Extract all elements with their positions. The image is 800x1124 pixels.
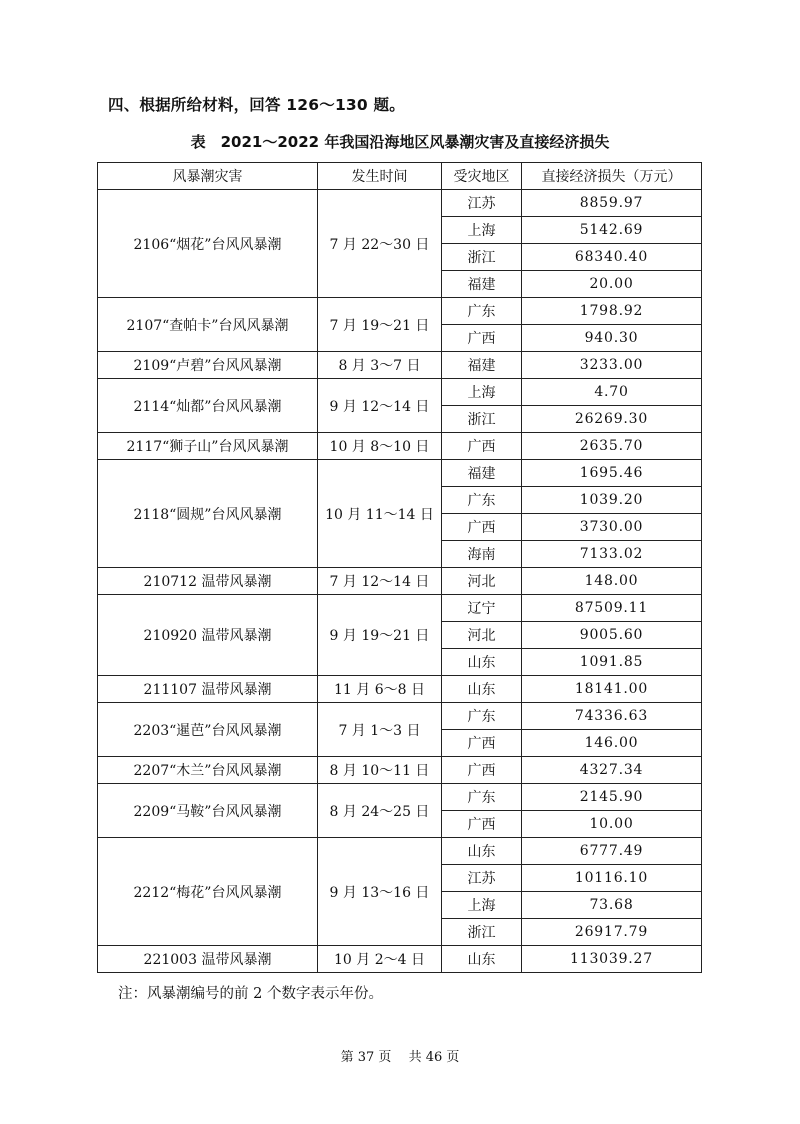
- occurrence-time-cell: 8 月 3～7 日: [318, 352, 442, 379]
- affected-region-cell: 广西: [442, 514, 522, 541]
- affected-region-cell: 山东: [442, 676, 522, 703]
- occurrence-time-cell: 10 月 11～14 日: [318, 460, 442, 568]
- table-row: [98, 757, 702, 784]
- header-disaster: 风暴潮灾害: [98, 163, 318, 190]
- disaster-name-cell: 2114“灿都”台风风暴潮: [98, 379, 318, 433]
- economic-loss-cell: 73.68: [522, 892, 702, 919]
- economic-loss-cell: 18141.00: [522, 676, 702, 703]
- affected-region-cell: 浙江: [442, 244, 522, 271]
- economic-loss-cell: 7133.02: [522, 541, 702, 568]
- affected-region-cell: 广西: [442, 757, 522, 784]
- table-title: 表 2021～2022 年我国沿海地区风暴潮灾害及直接经济损失: [190, 133, 610, 151]
- table-row: [98, 298, 702, 325]
- economic-loss-cell: 1798.92: [522, 298, 702, 325]
- table-note: 注：风暴潮编号的前 2 个数字表示年份。: [118, 986, 383, 1002]
- affected-region-cell: 广东: [442, 298, 522, 325]
- affected-region-cell: 江苏: [442, 865, 522, 892]
- affected-region-cell: 福建: [442, 460, 522, 487]
- occurrence-time-cell: 7 月 22～30 日: [318, 190, 442, 298]
- economic-loss-cell: 148.00: [522, 568, 702, 595]
- affected-region-cell: 浙江: [442, 919, 522, 946]
- disaster-name-cell: 210712 温带风暴潮: [98, 568, 318, 595]
- affected-region-cell: 广东: [442, 703, 522, 730]
- affected-region-cell: 广东: [442, 784, 522, 811]
- table-header-row: [98, 163, 702, 190]
- economic-loss-cell: 87509.11: [522, 595, 702, 622]
- economic-loss-cell: 26917.79: [522, 919, 702, 946]
- affected-region-cell: 海南: [442, 541, 522, 568]
- table-row: [98, 946, 702, 973]
- economic-loss-cell: 4.70: [522, 379, 702, 406]
- table-row: [98, 379, 702, 406]
- section-title: 四、根据所给材料，回答 126～130 题。: [108, 96, 405, 114]
- occurrence-time-cell: 7 月 1～3 日: [318, 703, 442, 757]
- affected-region-cell: 福建: [442, 352, 522, 379]
- occurrence-time-cell: 9 月 12～14 日: [318, 379, 442, 433]
- disaster-name-cell: 2109“卢碧”台风风暴潮: [98, 352, 318, 379]
- table-row: [98, 568, 702, 595]
- table-body: [98, 190, 702, 973]
- economic-loss-cell: 113039.27: [522, 946, 702, 973]
- economic-loss-cell: 10.00: [522, 811, 702, 838]
- economic-loss-cell: 2635.70: [522, 433, 702, 460]
- affected-region-cell: 山东: [442, 649, 522, 676]
- affected-region-cell: 福建: [442, 271, 522, 298]
- disaster-name-cell: 2106“烟花”台风风暴潮: [98, 190, 318, 298]
- affected-region-cell: 河北: [442, 568, 522, 595]
- table-row: [98, 433, 702, 460]
- affected-region-cell: 广西: [442, 730, 522, 757]
- affected-region-cell: 山东: [442, 946, 522, 973]
- table-row: [98, 703, 702, 730]
- economic-loss-cell: 68340.40: [522, 244, 702, 271]
- storm-surge-table: [97, 162, 702, 973]
- economic-loss-cell: 9005.60: [522, 622, 702, 649]
- economic-loss-cell: 146.00: [522, 730, 702, 757]
- table-row: [98, 352, 702, 379]
- disaster-name-cell: 2209“马鞍”台风风暴潮: [98, 784, 318, 838]
- disaster-name-cell: 211107 温带风暴潮: [98, 676, 318, 703]
- disaster-name-cell: 2117“狮子山”台风风暴潮: [98, 433, 318, 460]
- header-loss: 直接经济损失（万元）: [522, 163, 702, 190]
- economic-loss-cell: 10116.10: [522, 865, 702, 892]
- occurrence-time-cell: 8 月 24～25 日: [318, 784, 442, 838]
- disaster-name-cell: 2203“暹芭”台风风暴潮: [98, 703, 318, 757]
- disaster-name-cell: 2107“查帕卡”台风风暴潮: [98, 298, 318, 352]
- affected-region-cell: 浙江: [442, 406, 522, 433]
- occurrence-time-cell: 7 月 12～14 日: [318, 568, 442, 595]
- economic-loss-cell: 1091.85: [522, 649, 702, 676]
- table-row: [98, 460, 702, 487]
- disaster-name-cell: 2207“木兰”台风风暴潮: [98, 757, 318, 784]
- affected-region-cell: 广西: [442, 325, 522, 352]
- table-row: [98, 784, 702, 811]
- economic-loss-cell: 3730.00: [522, 514, 702, 541]
- economic-loss-cell: 26269.30: [522, 406, 702, 433]
- disaster-name-cell: 221003 温带风暴潮: [98, 946, 318, 973]
- occurrence-time-cell: 9 月 19～21 日: [318, 595, 442, 676]
- economic-loss-cell: 3233.00: [522, 352, 702, 379]
- economic-loss-cell: 8859.97: [522, 190, 702, 217]
- disaster-name-cell: 2212“梅花”台风风暴潮: [98, 838, 318, 946]
- occurrence-time-cell: 10 月 2～4 日: [318, 946, 442, 973]
- affected-region-cell: 江苏: [442, 190, 522, 217]
- economic-loss-cell: 1695.46: [522, 460, 702, 487]
- affected-region-cell: 上海: [442, 892, 522, 919]
- affected-region-cell: 辽宁: [442, 595, 522, 622]
- affected-region-cell: 山东: [442, 838, 522, 865]
- header-region: 受灾地区: [442, 163, 522, 190]
- affected-region-cell: 河北: [442, 622, 522, 649]
- table-row: [98, 676, 702, 703]
- economic-loss-cell: 5142.69: [522, 217, 702, 244]
- affected-region-cell: 上海: [442, 379, 522, 406]
- economic-loss-cell: 1039.20: [522, 487, 702, 514]
- occurrence-time-cell: 9 月 13～16 日: [318, 838, 442, 946]
- affected-region-cell: 广西: [442, 433, 522, 460]
- table-row: [98, 595, 702, 622]
- economic-loss-cell: 74336.63: [522, 703, 702, 730]
- economic-loss-cell: 2145.90: [522, 784, 702, 811]
- occurrence-time-cell: 8 月 10～11 日: [318, 757, 442, 784]
- occurrence-time-cell: 10 月 8～10 日: [318, 433, 442, 460]
- affected-region-cell: 广东: [442, 487, 522, 514]
- occurrence-time-cell: 11 月 6～8 日: [318, 676, 442, 703]
- affected-region-cell: 上海: [442, 217, 522, 244]
- disaster-name-cell: 210920 温带风暴潮: [98, 595, 318, 676]
- economic-loss-cell: 940.30: [522, 325, 702, 352]
- occurrence-time-cell: 7 月 19～21 日: [318, 298, 442, 352]
- affected-region-cell: 广西: [442, 811, 522, 838]
- economic-loss-cell: 20.00: [522, 271, 702, 298]
- header-time: 发生时间: [318, 163, 442, 190]
- table-row: [98, 838, 702, 865]
- disaster-name-cell: 2118“圆规”台风风暴潮: [98, 460, 318, 568]
- table-row: [98, 190, 702, 217]
- economic-loss-cell: 6777.49: [522, 838, 702, 865]
- page-footer: 第 37 页 共 46 页: [340, 1050, 460, 1065]
- economic-loss-cell: 4327.34: [522, 757, 702, 784]
